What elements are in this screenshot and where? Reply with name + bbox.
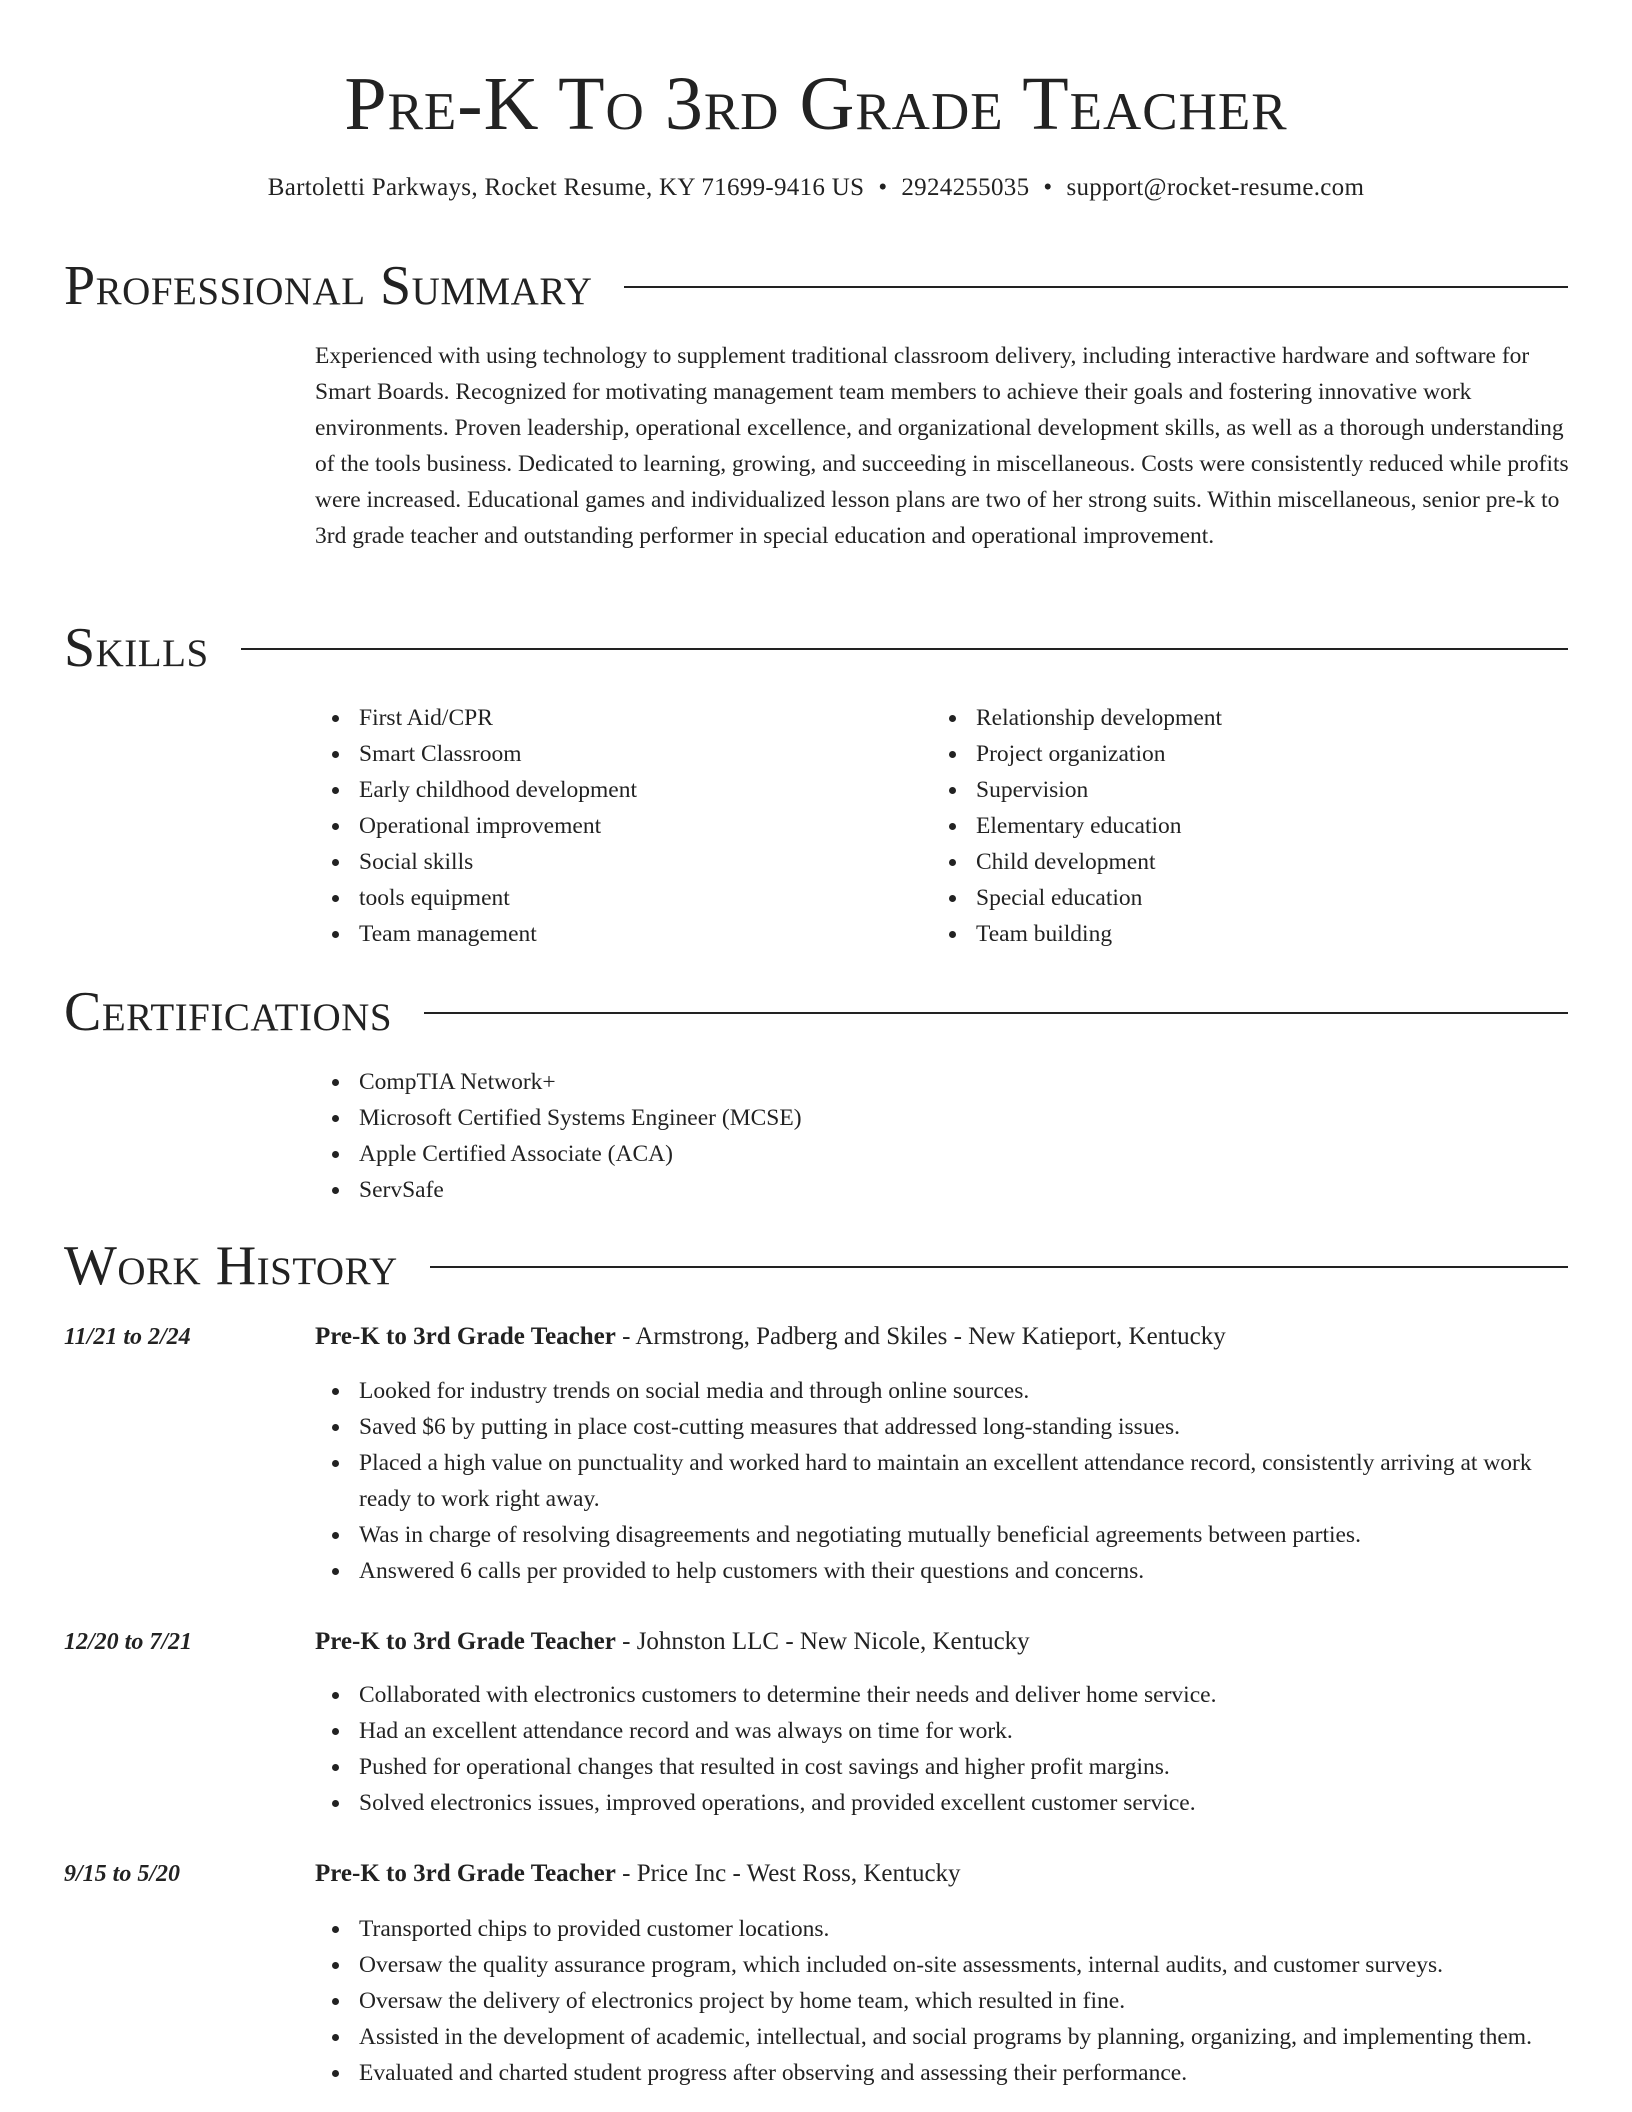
job-duty-item: Placed a high value on punctuality and worked hard to maintain an excellent attendance record, consistently arriving at work ready to work right away. bbox=[359, 1445, 1570, 1517]
certifications-block bbox=[315, 1064, 1570, 1208]
job-title-line bbox=[315, 1625, 1570, 1659]
skill-item: Supervision bbox=[976, 772, 1532, 808]
skills-section-header bbox=[64, 616, 1568, 680]
job-duties-list bbox=[315, 1373, 1570, 1589]
contact-separator: • bbox=[878, 174, 888, 201]
skill-item: Project organization bbox=[976, 736, 1532, 772]
section-divider bbox=[424, 1012, 1568, 1014]
skill-item: Team building bbox=[976, 916, 1532, 952]
skill-item: Early childhood development bbox=[359, 772, 915, 808]
contact-line bbox=[0, 172, 1632, 204]
job-duty-item: Had an excellent attendance record and was always on time for work. bbox=[359, 1713, 1570, 1749]
job-duties bbox=[315, 1373, 1570, 1589]
certification-item: Apple Certified Associate (ACA) bbox=[359, 1136, 1570, 1172]
job-duties-list bbox=[315, 1677, 1570, 1821]
job-dates: 11/21 to 2/24 bbox=[64, 1324, 191, 1350]
work-history-section-header bbox=[64, 1234, 1568, 1298]
resume-name: Pre-K To 3rd Grade Teacher bbox=[344, 62, 1288, 146]
job-dates: 12/20 to 7/21 bbox=[64, 1629, 193, 1655]
skill-item: First Aid/CPR bbox=[359, 700, 915, 736]
summary-heading: Professional Summary bbox=[64, 255, 593, 317]
job-duty-item: Oversaw the delivery of electronics project by home team, which resulted in fine. bbox=[359, 1983, 1570, 2019]
skill-item: Social skills bbox=[359, 844, 915, 880]
certification-item: CompTIA Network+ bbox=[359, 1064, 1570, 1100]
section-divider bbox=[241, 648, 1568, 650]
job-title-line bbox=[315, 1320, 1570, 1354]
job-duty-item: Solved electronics issues, improved operations, and provided excellent customer service. bbox=[359, 1785, 1570, 1821]
job-duty-item: Evaluated and charted student progress after observing and assessing their performance. bbox=[359, 2055, 1570, 2091]
skill-item: Child development bbox=[976, 844, 1532, 880]
job-duties bbox=[315, 1677, 1570, 1821]
skills-heading: Skills bbox=[64, 617, 209, 679]
job-duty-item: Answered 6 calls per provided to help customers with their questions and concerns. bbox=[359, 1553, 1570, 1589]
job-dates: 9/15 to 5/20 bbox=[64, 1861, 181, 1887]
skills-column-right bbox=[932, 700, 1532, 952]
job-duties-list bbox=[315, 1911, 1570, 2091]
section-divider bbox=[430, 1266, 1568, 1268]
certification-item: ServSafe bbox=[359, 1172, 1570, 1208]
skill-item: Elementary education bbox=[976, 808, 1532, 844]
skill-item: Operational improvement bbox=[359, 808, 915, 844]
certifications-heading: Certifications bbox=[64, 981, 393, 1043]
work-history-heading: Work History bbox=[64, 1235, 398, 1297]
job-duty-item: Pushed for operational changes that resulted in cost savings and higher profit margins. bbox=[359, 1749, 1570, 1785]
skill-item: Relationship development bbox=[976, 700, 1532, 736]
skill-item: tools equipment bbox=[359, 880, 915, 916]
job-duty-item: Looked for industry trends on social media and through online sources. bbox=[359, 1373, 1570, 1409]
skills-list-right bbox=[932, 700, 1532, 952]
skill-item: Special education bbox=[976, 880, 1532, 916]
job-role: Pre-K to 3rd Grade Teacher bbox=[315, 1628, 616, 1655]
job-employer: - Johnston LLC - New Nicole, Kentucky bbox=[615, 1628, 1030, 1655]
skills-list-left bbox=[315, 700, 915, 952]
job-employer: - Armstrong, Padberg and Skiles - New Katieport, Kentucky bbox=[615, 1323, 1226, 1350]
job-duty-item: Oversaw the quality assurance program, which included on-site assessments, internal audits, and customer surveys. bbox=[359, 1947, 1570, 1983]
job-duty-item: Saved $6 by putting in place cost-cutting measures that addressed long-standing issues. bbox=[359, 1409, 1570, 1445]
job-role: Pre-K to 3rd Grade Teacher bbox=[315, 1860, 616, 1887]
contact-separator: • bbox=[1043, 174, 1053, 201]
contact-phone: 2924255035 bbox=[901, 174, 1030, 201]
job-employer: - Price Inc - West Ross, Kentucky bbox=[615, 1860, 961, 1887]
job-duty-item: Was in charge of resolving disagreements and negotiating mutually beneficial agreements between parties. bbox=[359, 1517, 1570, 1553]
summary-text: Experienced with using technology to supplement traditional classroom delivery, including interactive hardware and software for Smart Boards. Recognized for motivating management team members to achieve their goals and fostering innovative work environments. Proven leadership, operational excellence, and organizational development skills, as well as a thorough understanding of the tools business. Dedicated to learning, growing, and succeeding in miscellaneous. Costs were consistently reduced while profits were increased. Educational games and individualized lesson plans are two of her strong suits. Within miscellaneous, senior pre-k to 3rd grade teacher and outstanding performer in special education and operational improvement. bbox=[315, 343, 1569, 549]
certifications-section-header bbox=[64, 980, 1568, 1044]
skill-item: Smart Classroom bbox=[359, 736, 915, 772]
job-duties bbox=[315, 1911, 1570, 2091]
summary-section-header bbox=[64, 254, 1568, 318]
section-divider bbox=[624, 286, 1568, 288]
skills-column-left bbox=[315, 700, 915, 952]
job-title-line bbox=[315, 1857, 1570, 1891]
contact-email: support@rocket-resume.com bbox=[1066, 174, 1365, 201]
skill-item: Team management bbox=[359, 916, 915, 952]
certification-item: Microsoft Certified Systems Engineer (MCSE) bbox=[359, 1100, 1570, 1136]
job-duty-item: Collaborated with electronics customers to determine their needs and deliver home service. bbox=[359, 1677, 1570, 1713]
job-duty-item: Assisted in the development of academic, intellectual, and social programs by planning, organizing, and implementing them. bbox=[359, 2019, 1570, 2055]
job-role: Pre-K to 3rd Grade Teacher bbox=[315, 1323, 616, 1350]
contact-address: Bartoletti Parkways, Rocket Resume, KY 71699-9416 US bbox=[267, 174, 865, 201]
certifications-list bbox=[315, 1064, 1570, 1208]
job-duty-item: Transported chips to provided customer locations. bbox=[359, 1911, 1570, 1947]
